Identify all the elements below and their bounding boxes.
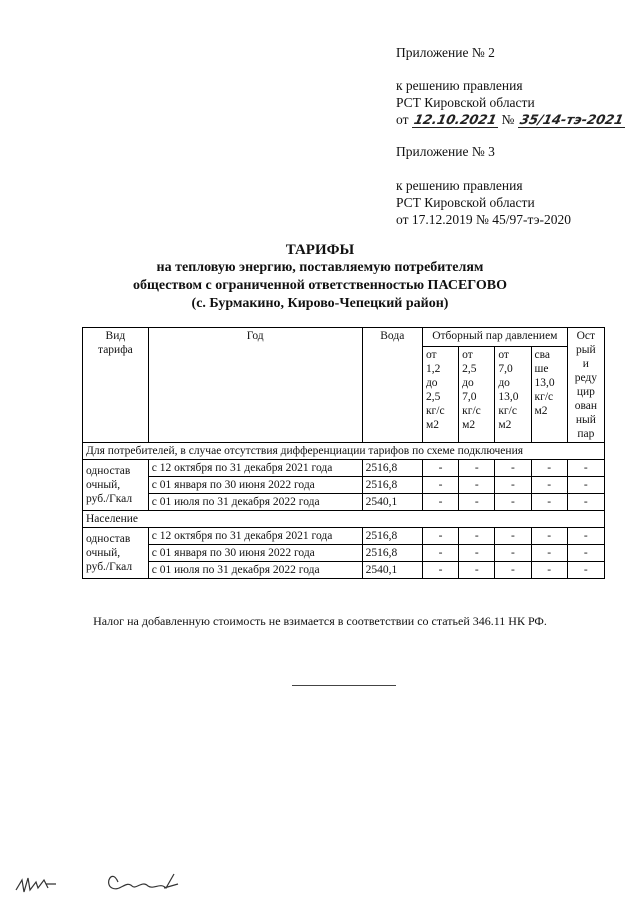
tax-note: Налог на добавленную стоимость не взимается в соответствии со статьей 346.11 НК РФ. <box>93 614 547 628</box>
steam-tariff-cell: - <box>567 562 604 579</box>
header-year: Год <box>148 328 362 443</box>
section-title: Для потребителей, в случае отсутствия дифференциации тарифов по схеме подключения <box>83 443 605 460</box>
steam-tariff-cell: - <box>495 562 531 579</box>
table-row <box>83 494 605 511</box>
steam-tariff-cell: - <box>422 477 458 494</box>
decision-2-line3: от 17.12.2019 № 45/97-тэ-2020 <box>396 212 571 227</box>
header-type: Вид тарифа <box>83 328 149 443</box>
steam-tariff-cell: - <box>531 562 567 579</box>
steam-tariff-cell: - <box>567 528 604 545</box>
steam-tariff-cell: - <box>531 494 567 511</box>
title-line2: обществом с ограниченной ответственностью ПАСЕГОВО <box>133 278 507 293</box>
steam-tariff-cell: - <box>422 528 458 545</box>
water-tariff-cell: 2540,1 <box>362 562 422 579</box>
steam-tariff-cell: - <box>422 494 458 511</box>
steam-tariff-cell: - <box>459 494 495 511</box>
table-row <box>83 562 605 579</box>
tariff-type-cell: одностав очный, руб./Гкал <box>83 528 149 579</box>
decision-1-line1: к решению правления <box>396 78 523 93</box>
steam-tariff-cell: - <box>567 494 604 511</box>
table-header-row <box>83 328 605 347</box>
header-water: Вода <box>362 328 422 443</box>
table-row <box>83 545 605 562</box>
table-row <box>83 528 605 545</box>
steam-tariff-cell: - <box>459 460 495 477</box>
decision-2-block <box>396 177 571 228</box>
steam-tariff-cell: - <box>495 545 531 562</box>
period-cell: с 01 июля по 31 декабря 2022 года <box>148 494 362 511</box>
section-title-row <box>83 511 605 528</box>
steam-tariff-cell: - <box>531 477 567 494</box>
steam-tariff-cell: - <box>422 545 458 562</box>
period-cell: с 01 января по 30 июня 2022 года <box>148 545 362 562</box>
period-cell: с 12 октября по 31 декабря 2021 года <box>148 460 362 477</box>
decision-2-line1: к решению правления <box>396 178 523 193</box>
header-sharp-steam: Ост рый и реду цир ован ный пар <box>567 328 604 443</box>
water-tariff-cell: 2516,8 <box>362 460 422 477</box>
section-title-row <box>83 443 605 460</box>
decision-1-prefix: от <box>396 112 409 127</box>
steam-tariff-cell: - <box>495 460 531 477</box>
decision-1-line3 <box>396 111 625 128</box>
steam-tariff-cell: - <box>531 460 567 477</box>
decision-1-line2: РСТ Кировской области <box>396 95 535 110</box>
decision-1-no: № <box>501 112 515 127</box>
period-cell: с 01 июля по 31 декабря 2022 года <box>148 562 362 579</box>
handwritten-signatures <box>14 858 214 898</box>
water-tariff-cell: 2516,8 <box>362 545 422 562</box>
steam-tariff-cell: - <box>567 545 604 562</box>
steam-tariff-cell: - <box>459 545 495 562</box>
steam-tariff-cell: - <box>495 477 531 494</box>
separator-line <box>292 685 396 686</box>
appendix-3-label <box>396 143 495 160</box>
period-cell: с 01 января по 30 июня 2022 года <box>148 477 362 494</box>
decision-2-line2: РСТ Кировской области <box>396 195 535 210</box>
section-title: Население <box>83 511 605 528</box>
header-sub1: от 1,2 до 2,5 кг/с м2 <box>422 346 458 442</box>
decision-1-number: 35/14-тэ-2021 <box>518 113 625 128</box>
table-row <box>83 460 605 477</box>
header-sub3: от 7,0 до 13,0 кг/с м2 <box>495 346 531 442</box>
steam-tariff-cell: - <box>531 545 567 562</box>
steam-tariff-cell: - <box>422 460 458 477</box>
water-tariff-cell: 2516,8 <box>362 477 422 494</box>
decision-1-date: 12.10.2021 <box>412 113 498 128</box>
steam-tariff-cell: - <box>459 477 495 494</box>
decision-1-block <box>396 77 625 128</box>
header-sub4: сва ше 13,0 кг/с м2 <box>531 346 567 442</box>
appendix-2-label <box>396 44 495 61</box>
title-line3: (с. Бурмакино, Кирово-Чепецкий район) <box>191 296 449 311</box>
steam-tariff-cell: - <box>495 494 531 511</box>
water-tariff-cell: 2516,8 <box>362 528 422 545</box>
steam-tariff-cell: - <box>459 528 495 545</box>
appendix-2-text: Приложение № 2 <box>396 45 495 60</box>
header-sub2: от 2,5 до 7,0 кг/с м2 <box>459 346 495 442</box>
tariff-table <box>82 327 605 579</box>
table-row <box>83 477 605 494</box>
period-cell: с 12 октября по 31 декабря 2021 года <box>148 528 362 545</box>
steam-tariff-cell: - <box>459 562 495 579</box>
steam-tariff-cell: - <box>422 562 458 579</box>
water-tariff-cell: 2540,1 <box>362 494 422 511</box>
title-line1: на тепловую энергию, поставляемую потребителям <box>156 260 484 275</box>
steam-tariff-cell: - <box>531 528 567 545</box>
title-main: ТАРИФЫ <box>285 242 355 258</box>
tariff-type-cell: одностав очный, руб./Гкал <box>83 460 149 511</box>
header-steam-group: Отборный пар давлением <box>422 328 567 347</box>
appendix-3-text: Приложение № 3 <box>396 144 495 159</box>
steam-tariff-cell: - <box>495 528 531 545</box>
document-title <box>0 241 640 313</box>
steam-tariff-cell: - <box>567 460 604 477</box>
steam-tariff-cell: - <box>567 477 604 494</box>
